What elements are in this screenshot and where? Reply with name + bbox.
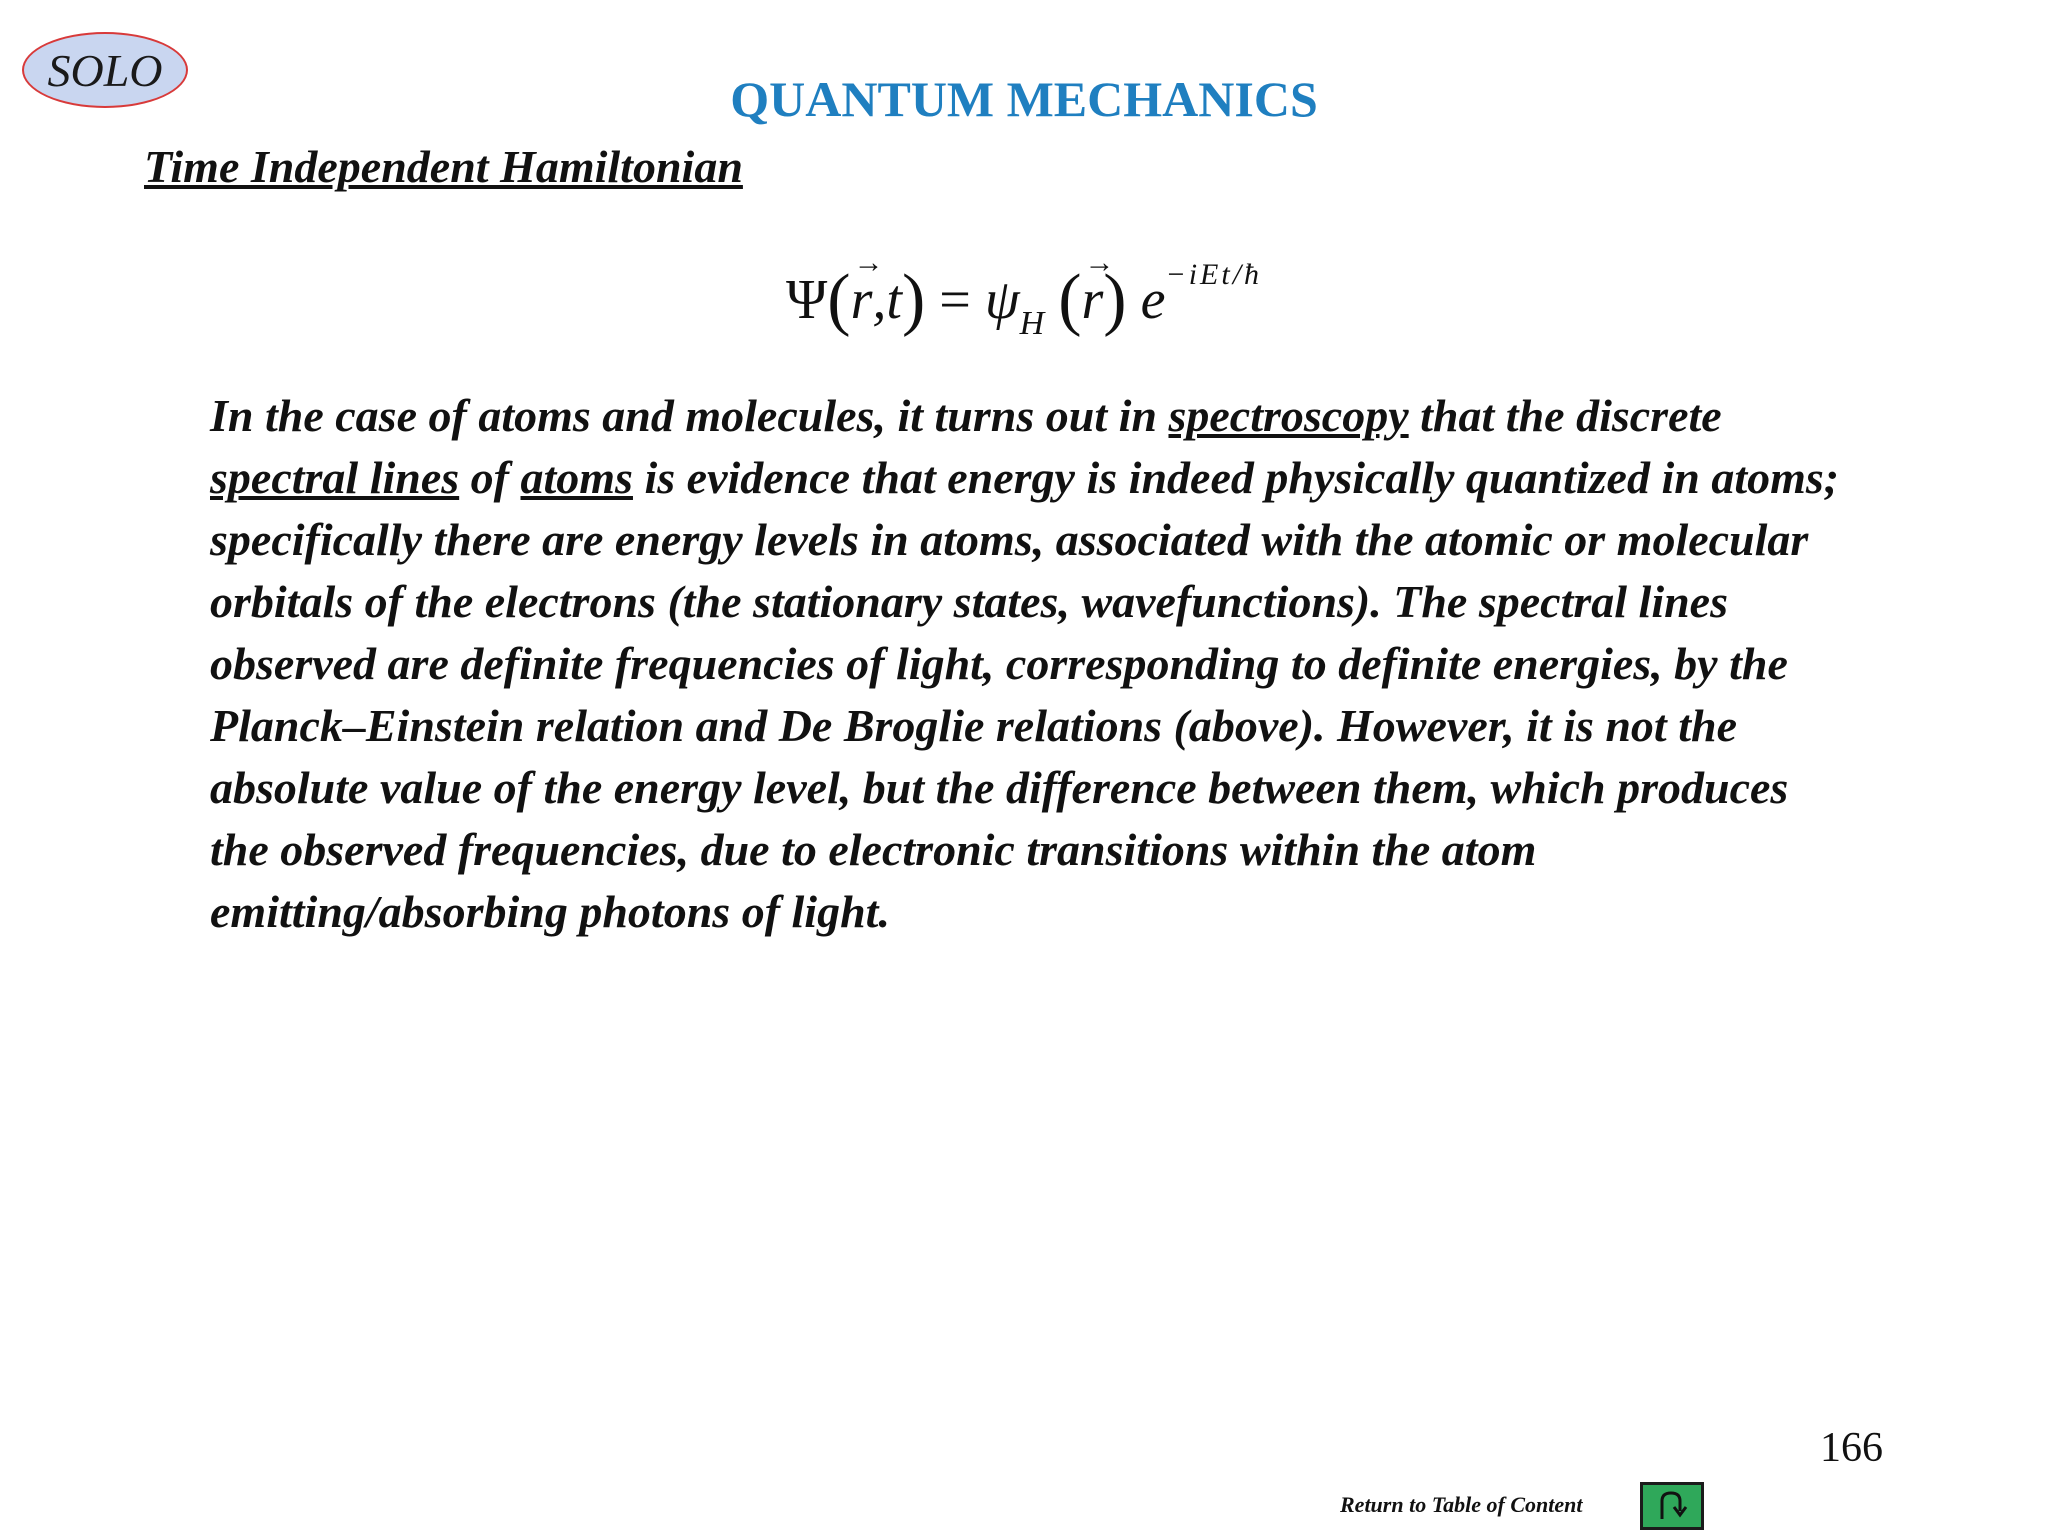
logo-text: SOLO [47, 44, 163, 96]
slide-title: QUANTUM MECHANICS [730, 71, 1318, 127]
psi-subscript: H [1019, 305, 1045, 342]
paragraph-text-4: is evidence that energy is indeed physically quantized in atoms; specifically there are energy levels in atoms, associated with the atomic or molecular orbitals of the electrons (the stationary states, wavefunctions). The spectral lines observed are definite frequencies of light, corresponding to definite energies, by the Planck–Einstein relation and De Broglie relations (above). However, it is not the absolute value of the energy level, but the difference between them, which produces the observed frequencies, due to electronic transitions within the atom emitting/absorbing photons of light. [210, 452, 1840, 937]
u-turn-arrow-icon [1652, 1489, 1692, 1523]
page-number: 166 [1820, 1425, 1883, 1471]
small-psi-symbol: ψ [984, 269, 1020, 331]
right-paren: ) [901, 261, 926, 338]
section-heading: Time Independent Hamiltonian [144, 141, 743, 192]
exponential-base: e [1140, 269, 1166, 331]
paragraph-text-2: that the discrete [1408, 390, 1722, 441]
time-variable: ,t [872, 269, 902, 331]
equals-sign: = [939, 269, 971, 331]
capital-psi-symbol: Ψ [785, 269, 828, 331]
wavefunction-equation [0, 258, 2048, 343]
paragraph-text-3: of [459, 452, 521, 503]
link-spectral-lines[interactable]: spectral lines [210, 452, 460, 503]
link-spectroscopy[interactable]: spectroscopy [1168, 390, 1409, 441]
left-paren-2: ( [1058, 261, 1082, 338]
right-paren-2: ) [1103, 261, 1127, 338]
return-button[interactable] [1640, 1482, 1704, 1530]
return-to-toc-link[interactable]: Return to Table of Content [1340, 1492, 1583, 1517]
body-paragraph [210, 385, 1850, 943]
left-paren: ( [827, 261, 851, 338]
exponent: −iEt/ħ [1165, 258, 1263, 291]
position-vector-r: → r [851, 268, 873, 332]
link-atoms[interactable]: atoms [520, 452, 633, 503]
position-vector-r-2: → r [1082, 268, 1104, 332]
paragraph-text-1: In the case of atoms and molecules, it turns out in [210, 390, 1169, 441]
